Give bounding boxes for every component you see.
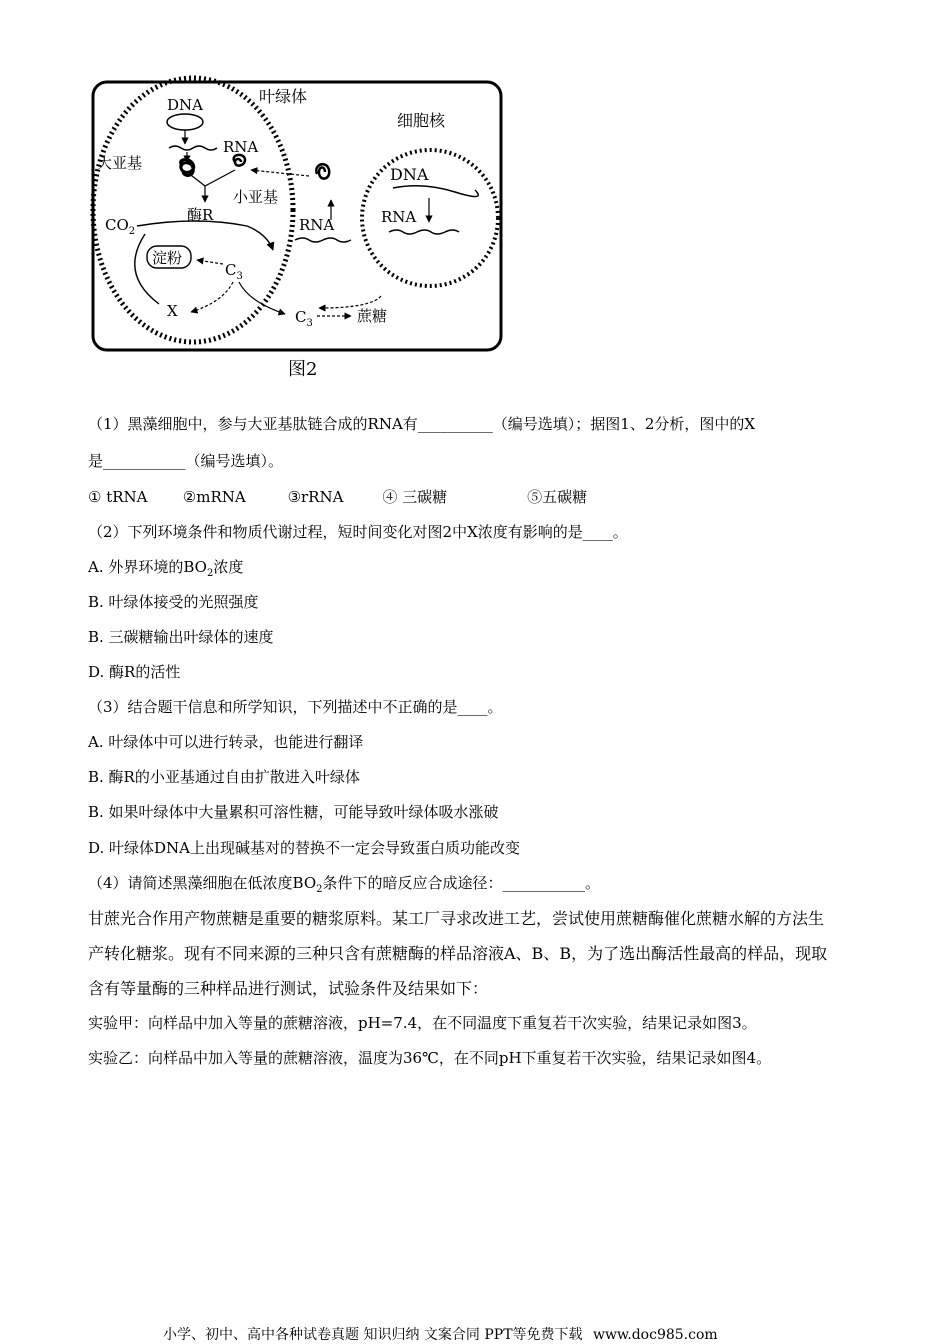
enzyme-r-label: 酶R (187, 206, 214, 224)
footer-link[interactable]: www.doc985.com (592, 1327, 718, 1343)
q2-stem: （2）下列环境条件和物质代谢过程，短时间变化对图2中X浓度有影响的是____。 (88, 523, 628, 541)
x-to-cycle-arc (135, 234, 159, 304)
passage-line-2: 产转化糖浆。现有不同来源的三种只含有蔗糖酶的样品溶液A、B、B，为了选出酶活性最高的样品，现取 (88, 944, 828, 963)
page-footer (163, 1324, 724, 1344)
large-subunit-label: 大亚基 (97, 154, 143, 172)
nucleus-rna-strand (389, 230, 459, 234)
chloroplast-nucleus-diagram (85, 70, 515, 390)
q2-option-b: B. 叶绿体接受的光照强度 (88, 593, 259, 611)
q2-option-c: B. 三碳糖输出叶绿体的速度 (88, 628, 274, 646)
chloroplast-dna-ring (167, 114, 203, 130)
cytoplasm-small-subunit-shape (316, 164, 329, 178)
q1-option-5: ⑤五碳糖 (527, 488, 588, 506)
nucleus-dna-label: DNA (390, 165, 429, 184)
q3-option-c: B. 如果叶绿体中大量累积可溶性糖，可能导致叶绿体吸水涨破 (88, 803, 499, 821)
q3-stem: （3）结合题干信息和所学知识，下列描述中不正确的是____。 (88, 698, 503, 716)
cytoplasm-rna-label: RNA (299, 216, 335, 234)
q1-option-4: ④ 三碳糖 (382, 488, 448, 506)
large-subunit-shape (181, 160, 194, 176)
nucleus-dna-strand (393, 186, 478, 197)
sucrose-label: 蔗糖 (357, 307, 388, 325)
q3-option-d: D. 叶绿体DNA上出现碱基对的替换不一定会导致蛋白质功能改变 (88, 839, 521, 857)
q1-line2: 是___________（编号选填）。 (88, 452, 284, 470)
chloroplast-dna-label: DNA (167, 96, 203, 114)
x-label: X (167, 302, 178, 320)
passage-line-3: 含有等量酶的三种样品进行测试，试验条件及结果如下： (88, 979, 489, 998)
q4-stem: （4）请简述黑藻细胞在低浓度$BO_2$条件下的暗反应合成途径：___________。 (88, 874, 601, 895)
q2-option-d: D. 酶R的活性 (88, 663, 181, 681)
chloroplast-label: 叶绿体 (259, 87, 308, 106)
small-subunit-label: 小亚基 (233, 188, 279, 206)
q3-option-a: A. 叶绿体中可以进行转录，也能进行翻译 (88, 733, 364, 751)
q1-option-3: ③rRNA (287, 488, 344, 506)
passage-line-1: 甘蔗光合作用产物蔗糖是重要的糖浆原料。某工厂寻求改进工艺，尝试使用蔗糖酶催化蔗糖水解的方法生 (88, 909, 825, 928)
q3-option-b: B. 酶R的小亚基通过自由扩散进入叶绿体 (88, 768, 360, 786)
passage-line-4: 实验甲：向样品中加入等量的蔗糖溶液，pH=7.4，在不同温度下重复若干次实验，结果记录如图3。 (88, 1014, 757, 1032)
small-subunit-shape (234, 155, 245, 166)
q1-option-2: ②mRNA (182, 488, 246, 506)
chloroplast-rna-strand (169, 146, 217, 150)
q1-line1: （1）黑藻细胞中，参与大亚基肽链合成的RNA有__________（编号选填）；据图1、2分析，图中的X (88, 415, 756, 433)
co2-label: $CO_2$ (105, 216, 136, 237)
figure-2-diagram (85, 70, 515, 390)
figure-caption: 图2 (288, 359, 318, 380)
chloroplast-rna-label: RNA (223, 138, 259, 156)
cytoplasm-rna-strand (295, 238, 351, 242)
c3-label: $C_3$ (225, 261, 243, 282)
q1-options (88, 487, 587, 507)
nucleus-label: 细胞核 (397, 111, 446, 130)
starch-label: 淀粉 (152, 249, 183, 267)
q1-option-1: ① tRNA (88, 488, 148, 506)
exported-c3-label: $C_3$ (295, 308, 313, 329)
footer-text: 小学、初中、高中各种试卷真题 知识归纳 文案合同 PPT等免费下载 (163, 1327, 583, 1343)
passage-line-5: 实验乙：向样品中加入等量的蔗糖溶液，温度为36℃，在不同pH下重复若干次实验，结果记录如图4。 (88, 1049, 772, 1067)
q2-option-a: A. 外界环境的$BO_2$浓度 (88, 558, 244, 579)
nucleus-rna-label: RNA (381, 208, 417, 226)
